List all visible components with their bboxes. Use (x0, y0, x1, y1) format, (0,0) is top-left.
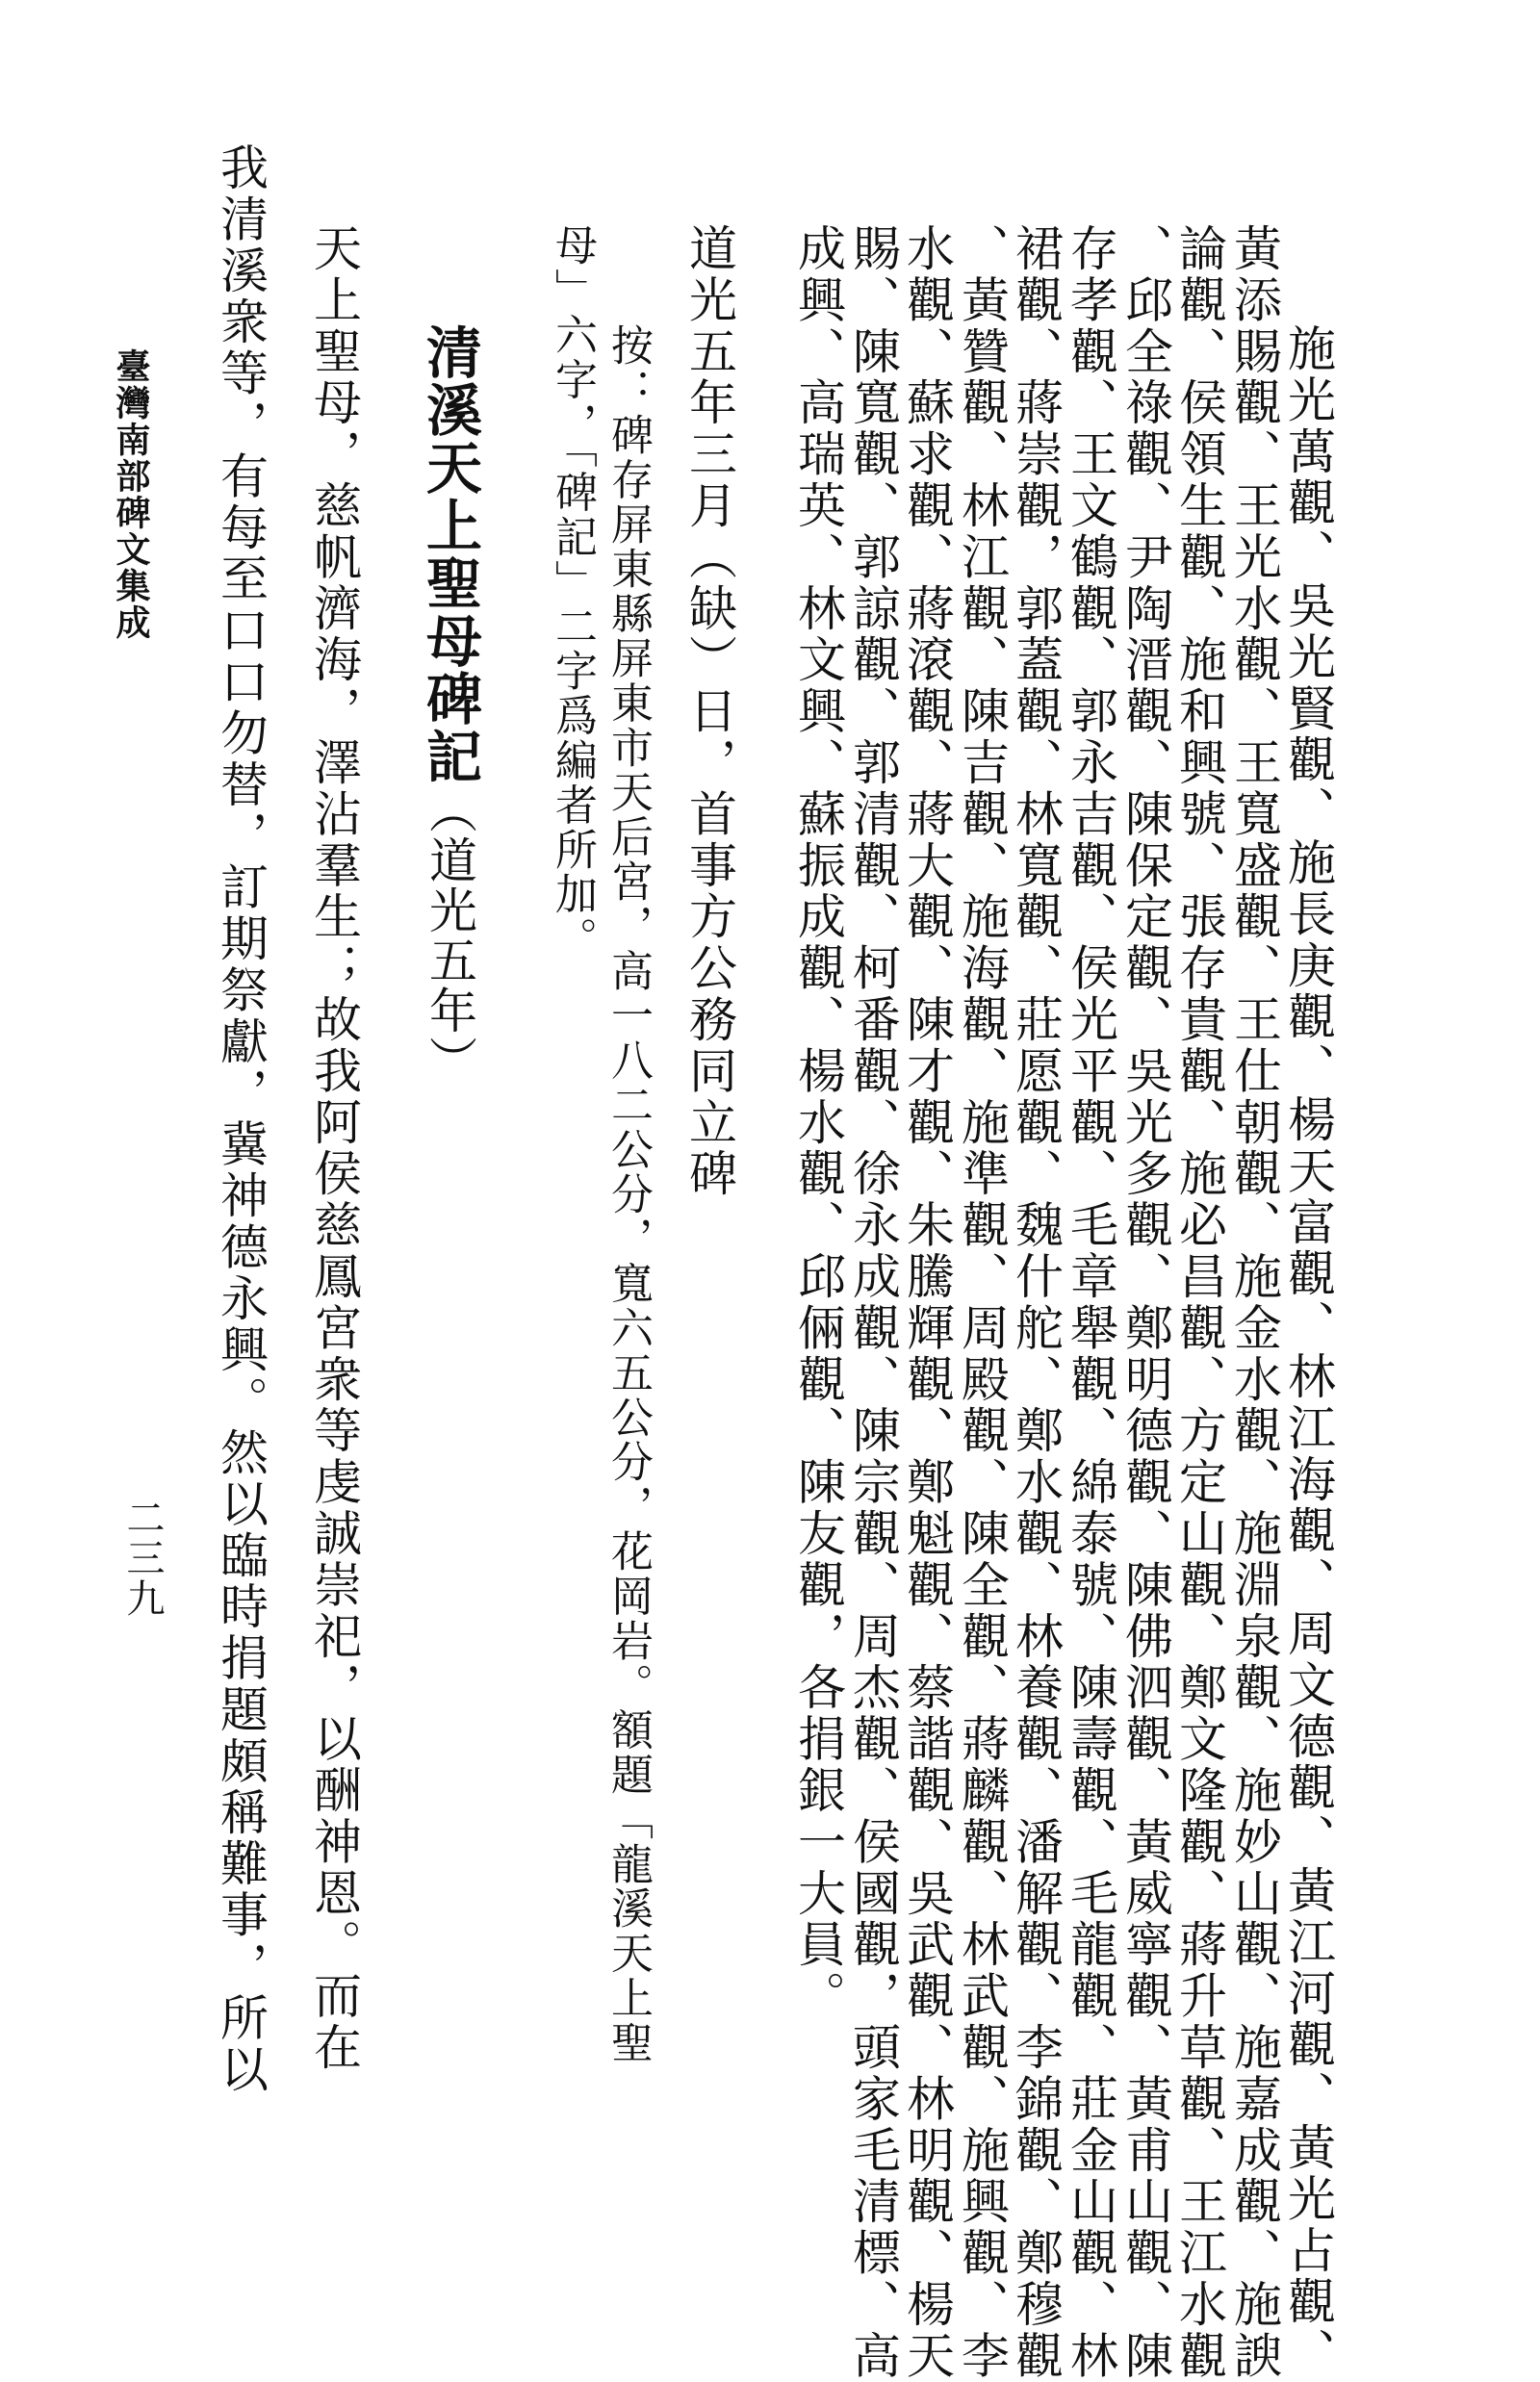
note-line-1: 按：碑存屏東縣屏東市天后宮，高一八二公分，寬六五公分，花岡岩。額題「龍溪天上聖 (603, 323, 653, 2065)
inscription-title (417, 323, 482, 1086)
date-line: 道光五年三月（缺）日，首事方公務同立碑 (681, 223, 737, 1200)
inscription-title-date: （道光五年） (422, 785, 477, 1086)
note-line-2: 母」六字，「碑記」二字爲編者所加。 (548, 223, 597, 961)
donor-line-2: 黃添賜觀、王光水觀、王寬盛觀、王仕朝觀、施金水觀、施淵泉觀、施妙山觀、施嘉成觀、施諛 (1226, 223, 1282, 2382)
donor-line-10: 成興、高瑞英、林文興、蘇振成觀、楊水觀、邱倆觀、陳友觀，各捐銀一大員。 (790, 223, 846, 2022)
donor-line-3: 論觀、侯領生觀、施和興號、張存貴觀、施必昌觀、方定山觀、鄭文隆觀、蔣升草觀、王江水觀 (1171, 223, 1227, 2382)
donor-line-6: 裙觀、蔣崇觀，郭蓋觀、林寬觀、莊愿觀、魏什舵、鄭水觀、林養觀、潘解觀、李錦觀、鄭穆觀 (1008, 223, 1064, 2382)
donor-line-7: 、黃贊觀、林江觀、陳吉觀、施海觀、施準觀、周殿觀、陳全觀、蔣麟觀、林武觀、施興觀、李 (954, 223, 1010, 2382)
inscription-body-line-2: 我清溪衆等，有每至口口勿替，訂期祭獻，冀神德永興。然以臨時捐題頗稱難事，所以 (213, 142, 269, 2096)
donor-line-8: 水觀、蘇求觀、蔣滾觀、蔣大觀、陳才觀、朱騰輝觀、鄭魁觀、蔡諧觀、吳武觀、林明觀、楊天 (899, 223, 955, 2382)
donor-line-1: 施光萬觀、吳光賢觀、施長庚觀、楊天富觀、林江海觀、周文德觀、黃江河觀、黃光占觀、 (1280, 323, 1336, 2379)
donor-line-9: 賜、陳寬觀、郭諒觀、郭清觀、柯番觀、徐永成觀、陳宗觀、周杰觀、侯國觀，頭家毛清標、高 (845, 223, 901, 2382)
inscription-body-line-1: 天上聖母，慈帆濟海，澤沾羣生；故我阿侯慈鳳宮衆等虔誠崇祀，以酬神恩。而在 (306, 223, 362, 2074)
page-number: 二三九 (120, 1498, 165, 1619)
donor-line-4: 、邱全祿觀、尹陶溍觀、陳保定觀、吳光多觀、鄭明德觀、陳佛泗觀、黃威寧觀、黃甫山觀、陳 (1117, 223, 1173, 2382)
book-title-sidebar: 臺灣南部碑文集成 (111, 348, 151, 641)
inscription-title-text: 清溪天上聖母碑記 (417, 323, 482, 785)
donor-line-5: 存孝觀、王文鶴觀、郭永吉觀、侯光平觀、毛章舉觀、綿泰號、陳壽觀、毛龍觀、莊金山觀、林 (1063, 223, 1118, 2382)
